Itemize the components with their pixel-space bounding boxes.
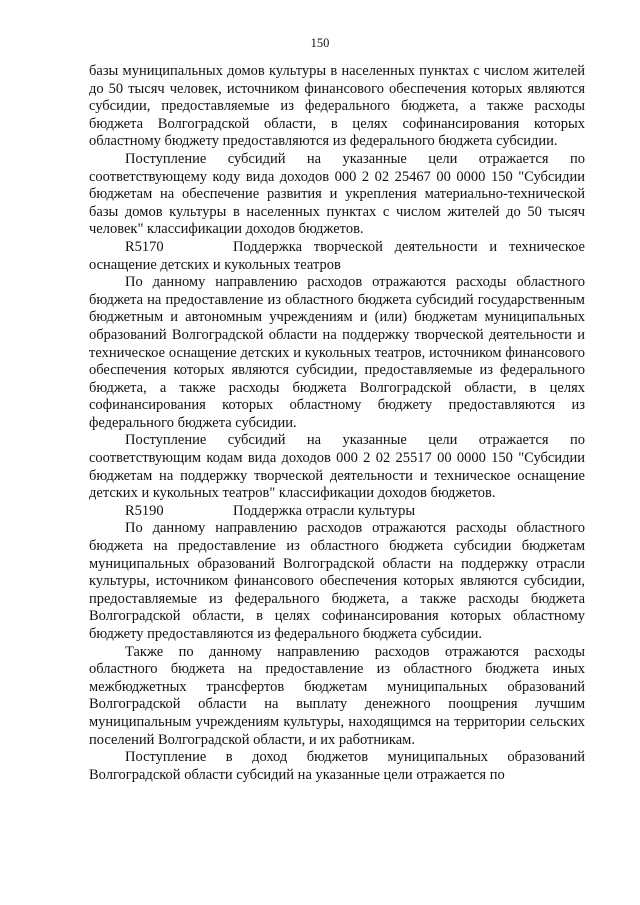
paragraph: Также по данному направлению расходов отражаются расходы областного бюджета на предоставление из областного бюджета иных межбюджетных трансфертов бюджетам муниципальных образований Волгоградской области на выплату денежного поощрения лучшим муниципальным учреждениям культуры, находящимся на территории сельских поселений Волгоградской области, и их работникам. <box>89 643 585 748</box>
paragraph: базы муниципальных домов культуры в населенных пунктах с числом жителей до 50 тысяч человек, источником финансового обеспечения которых являются субсидии, предоставляемые из федерального бюджета, а также расходы бюджета Волгоградской области, в целях софинансирования которых областному бюджету предоставляются из федерального бюджета субсидии. <box>89 63 585 150</box>
section-heading-r5170 <box>89 239 585 274</box>
paragraph: По данному направлению расходов отражаются расходы областного бюджета на предоставление из областного бюджета субсидии бюджетам муниципальных образований Волгоградской области на поддержку отрасли культуры, источником финансового обеспечения которых являются субсидии, предоставляемые из федерального бюджета, а также расходы бюджета Волгоградской области, в целях софинансирования которых областному бюджету предоставляются из федерального бюджета субсидии. <box>89 520 585 642</box>
section-title: Поддержка отрасли культуры <box>233 502 416 519</box>
section-code: R5170 <box>125 238 164 255</box>
paragraph: Поступление в доход бюджетов муниципальных образований Волгоградской области субсидий на указанные цели отражается по <box>89 749 585 783</box>
section-heading-r5190 <box>89 503 585 521</box>
section-title-continuation: оснащение детских и кукольных театров <box>89 256 341 273</box>
paragraph: Поступление субсидий на указанные цели отражается по соответствующим кодам вида доходов 000 2 02 25517 00 0000 150 "Субсидии бюджетам на поддержку творческой деятельности и техническое оснащение детских и кукольных театров" классификации доходов бюджетов. <box>89 432 585 502</box>
paragraph: Поступление субсидий на указанные цели отражается по соответствующему коду вида доходов 000 2 02 25467 00 0000 150 "Субсидии бюджетам на обеспечение развития и укрепления материально-технической базы домов культуры в населенных пунктах с числом жителей до 50 тысяч человек" классификации доходов бюджетов. <box>89 150 585 238</box>
section-code: R5190 <box>125 502 164 519</box>
paragraph: По данному направлению расходов отражаются расходы областного бюджета на предоставление из областного бюджета субсидий государственным бюджетным и автономным учреждениям и (или) бюджетам муниципальных образований Волгоградской области на поддержку творческой деятельности и техническое оснащение детских и кукольных театров, источником финансового обеспечения которых являются субсидии, предоставляемые из федерального бюджета, а также расходы бюджета Волгоградской области, в целях софинансирования которых областному бюджету предоставляются из федерального бюджета субсидии. <box>89 274 585 431</box>
section-title: Поддержка творческой деятельности и техническое <box>233 238 585 255</box>
page-number: 150 <box>310 36 330 50</box>
document-body <box>89 63 585 784</box>
